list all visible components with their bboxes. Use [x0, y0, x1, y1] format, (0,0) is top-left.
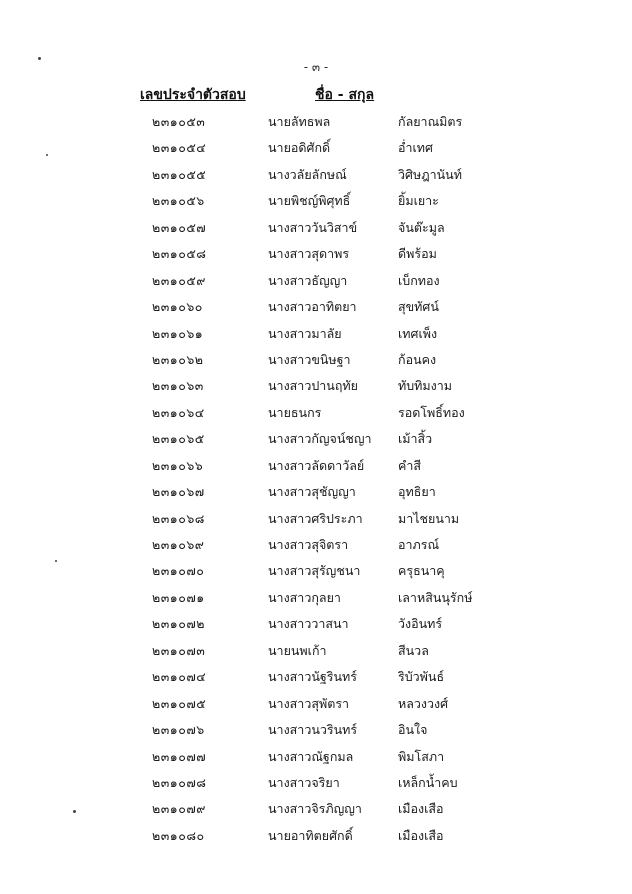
table-row [0, 161, 632, 187]
row-last-name: สีนวล [398, 642, 429, 658]
row-exam-id: ๒๓๑๐๗๑ [152, 589, 205, 605]
row-first-name: นางสาวจริยา [268, 774, 340, 790]
row-last-name: กัลยาณมิตร [398, 114, 463, 129]
row-exam-id: ๒๓๑๐๖๘ [152, 510, 205, 526]
row-exam-id: ๒๓๑๐๖๑ [152, 325, 204, 341]
row-first-name: นายพิชญ์พิศุทธิ์ [268, 193, 351, 209]
row-last-name: หลวงวงศ์ [398, 695, 449, 711]
table-row [0, 425, 632, 451]
table-row [0, 557, 632, 583]
table-row [0, 267, 632, 293]
row-first-name: นายอาทิตยศักดิ์ [268, 827, 353, 843]
row-last-name: ยิ้มเยาะ [398, 193, 439, 209]
table-row [0, 134, 632, 160]
row-exam-id: ๒๓๑๐๘๐ [152, 827, 205, 843]
row-first-name: นางสาวลัดดาวัลย์ [268, 457, 365, 473]
table-row [0, 452, 632, 478]
table-row [0, 214, 632, 240]
row-last-name: เม้าสิ้ว [398, 431, 433, 447]
header-exam-id: เลขประจำตัวสอบ [140, 87, 246, 103]
row-last-name: อ่ำเทศ [398, 140, 433, 156]
row-first-name: นายนพเก้า [268, 642, 327, 658]
row-last-name: อินใจ [398, 722, 428, 738]
row-exam-id: ๒๓๑๐๗๔ [152, 669, 207, 685]
row-first-name: นางสาวปานฤทัย [268, 378, 358, 394]
table-row [0, 584, 632, 610]
table-row [0, 822, 632, 848]
row-first-name: นางสาวสุจิตรา [268, 537, 349, 552]
row-exam-id: ๒๓๑๐๗๘ [152, 774, 207, 790]
row-exam-id: ๒๓๑๐๖๖ [152, 457, 204, 473]
table-row [0, 505, 632, 531]
row-first-name: นางสาวนวรินทร์ [268, 722, 358, 738]
row-last-name: คำสี [398, 457, 422, 473]
row-exam-id: ๒๓๑๐๖๒ [152, 351, 204, 367]
row-first-name: นางสาวกัญจน์ชญา [268, 431, 372, 447]
row-exam-id: ๒๓๑๐๗๙ [152, 801, 206, 817]
table-row [0, 610, 632, 636]
table-row [0, 795, 632, 821]
row-exam-id: ๒๓๑๐๗๗ [152, 748, 207, 764]
row-last-name: ก้อนคง [398, 351, 437, 367]
row-exam-id: ๒๓๑๐๖๐ [152, 299, 203, 315]
row-last-name: ดีพร้อม [398, 246, 437, 262]
table-row [0, 320, 632, 346]
table-row [0, 478, 632, 504]
row-last-name: เมืองเสือ [398, 801, 444, 817]
row-first-name: นางสาววาสนา [268, 616, 349, 632]
table-row [0, 690, 632, 716]
row-first-name: นางสาวมาลัย [268, 325, 342, 341]
row-last-name: สุขทัศน์ [398, 299, 439, 315]
row-first-name: นางสาวอาทิตยา [268, 299, 357, 315]
row-first-name: นางสาวศริประภา [268, 510, 363, 526]
table-row [0, 743, 632, 769]
row-last-name: เมืองเสือ [398, 827, 444, 843]
table-row [0, 293, 632, 319]
table-row [0, 637, 632, 663]
row-last-name: อุทธิยา [398, 484, 436, 500]
table-row [0, 346, 632, 372]
row-last-name: ครุธนาคุ [398, 563, 445, 579]
row-exam-id: ๒๓๑๐๕๔ [152, 140, 207, 156]
row-exam-id: ๒๓๑๐๖๙ [152, 537, 205, 552]
row-first-name: นายอดิศักดิ์ [268, 140, 331, 156]
row-last-name: ริบัวพันธ์ [398, 669, 445, 685]
row-last-name: พิมโสภา [398, 748, 445, 764]
page-number: - ๓ - [303, 60, 329, 74]
row-first-name: นางสาวสุรัญชนา [268, 563, 361, 579]
table-row [0, 372, 632, 398]
table-row [0, 108, 632, 134]
row-first-name: นางสาวขนิษฐา [268, 351, 351, 367]
row-exam-id: ๒๓๑๐๕๘ [152, 246, 207, 262]
row-last-name: วังอินทร์ [398, 616, 443, 632]
row-last-name: เหล็กน้ำคบ [398, 774, 458, 790]
row-first-name: นางสาวสุพัตรา [268, 695, 350, 711]
row-first-name: นายธนกร [268, 404, 322, 420]
table-row [0, 716, 632, 742]
row-exam-id: ๒๓๑๐๖๓ [152, 378, 204, 394]
row-first-name: นายลัทธพล [268, 114, 331, 129]
row-first-name: นางสาวธัญญา [268, 272, 348, 288]
row-last-name: อาภรณ์ [398, 537, 440, 552]
row-first-name: นางสาวกุลยา [268, 589, 341, 605]
row-first-name: นางสาวณัฐกมล [268, 748, 354, 764]
row-exam-id: ๒๓๑๐๗๕ [152, 695, 207, 711]
row-last-name: จันต๊ะมูล [398, 219, 445, 235]
table-row [0, 240, 632, 266]
row-last-name: เลาหสินนุรักษ์ [398, 589, 473, 605]
row-exam-id: ๒๓๑๐๕๖ [152, 193, 205, 209]
table-row [0, 531, 632, 557]
row-last-name: เทศเพ็ง [398, 325, 438, 341]
row-exam-id: ๒๓๑๐๕๓ [152, 114, 206, 129]
row-exam-id: ๒๓๑๐๖๔ [152, 404, 205, 420]
candidate-list [0, 108, 632, 848]
row-last-name: เบ็กทอง [398, 272, 440, 288]
row-last-name: ทับทิมงาม [398, 378, 453, 394]
row-exam-id: ๒๓๑๐๕๙ [152, 272, 206, 288]
row-exam-id: ๒๓๑๐๕๗ [152, 219, 207, 235]
row-first-name: นางสาวนัฐรินทร์ [268, 669, 357, 685]
row-first-name: นางสาวสุชัญญา [268, 484, 356, 500]
row-last-name: วิศิษฎานันท์ [398, 166, 462, 182]
row-exam-id: ๒๓๑๐๗๒ [152, 616, 205, 632]
table-row [0, 769, 632, 795]
row-first-name: นางวลัยลักษณ์ [268, 166, 347, 182]
table-row [0, 399, 632, 425]
row-exam-id: ๒๓๑๐๖๗ [152, 484, 205, 500]
row-first-name: นางสาวสุดาพร [268, 246, 350, 262]
row-last-name: รอดโพธิ์ทอง [398, 404, 465, 420]
row-exam-id: ๒๓๑๐๗๐ [152, 563, 205, 579]
table-row [0, 663, 632, 689]
row-first-name: นางสาววันวิสาข์ [268, 219, 358, 235]
row-first-name: นางสาวจิรภิญญา [268, 801, 362, 817]
table-row [0, 187, 632, 213]
row-exam-id: ๒๓๑๐๕๕ [152, 166, 207, 182]
header-name: ชื่อ - สกุล [315, 87, 375, 103]
row-last-name: มาไชยนาม [398, 510, 460, 526]
row-exam-id: ๒๓๑๐๗๖ [152, 722, 205, 738]
row-exam-id: ๒๓๑๐๗๓ [152, 642, 206, 658]
row-exam-id: ๒๓๑๐๖๕ [152, 431, 205, 447]
